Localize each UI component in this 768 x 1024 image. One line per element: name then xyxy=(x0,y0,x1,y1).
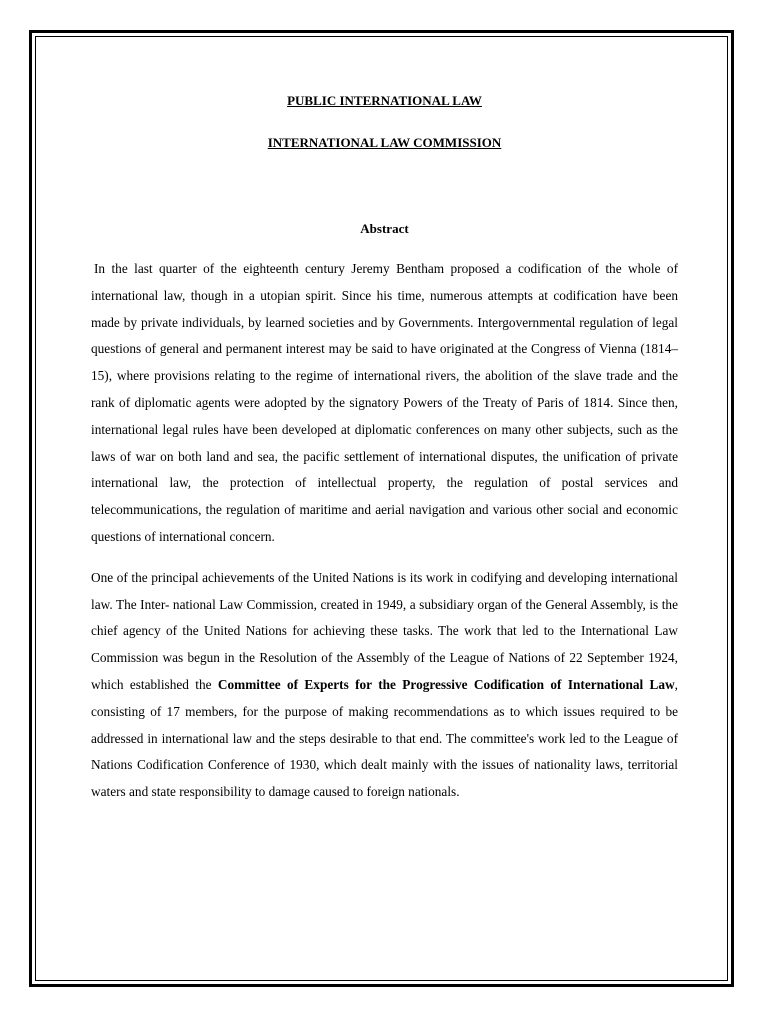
abstract-paragraph-2 xyxy=(91,565,678,806)
document-subtitle: INTERNATIONAL LAW COMMISSION xyxy=(267,135,502,150)
document-title: PUBLIC INTERNATIONAL LAW xyxy=(287,93,482,108)
paragraph-2-text-start: One of the principal achievements of the United Nations is its work in codifying and developing international law. The Inter- national Law Commission, created in 1949, a subsidiary organ of the General Assembly, is the chief agency of the United Nations for achieving these tasks. The work that led to the International Law Commission was begun in the Resolution of the Assembly of the League of Nations of 22 September 1924, which established the xyxy=(91,569,678,692)
document-body xyxy=(91,92,678,806)
abstract-heading: Abstract xyxy=(360,221,409,236)
paragraph-2-text-end: , consisting of 17 members, for the purpose of making recommendations as to which issues required to be addressed in international law and the steps desirable to that end. The committee's work led to the League of Nations Codification Conference of 1930, which dealt mainly with the issues of nationality laws, territorial waters and state responsibility to damage caused to foreign nationals. xyxy=(91,676,678,800)
committee-name-bold: Committee of Experts for the Progressive Codification of International Law xyxy=(217,676,675,692)
abstract-paragraph-1: In the last quarter of the eighteenth century Jeremy Bentham proposed a codification of the whole of international law, though in a utopian spirit. Since his time, numerous attempts at codification have been made by private individuals, by learned societies and by Governments. Intergovernmental regulation of legal questions of general and permanent interest may be said to have originated at the Congress of Vienna (1814–15), where provisions relating to the regime of international rivers, the abolition of the slave trade and the rank of diplomatic agents were adopted by the signatory Powers of the Treaty of Paris of 1814. Since then, international legal rules have been developed at diplomatic conferences on many other subjects, such as the laws of war on both land and sea, the pacific settlement of international disputes, the unification of private international law, the protection of intellectual property, the regulation of postal services and telecommunications, the regulation of maritime and aerial navigation and various other social and economic questions of international concern. xyxy=(91,261,678,544)
